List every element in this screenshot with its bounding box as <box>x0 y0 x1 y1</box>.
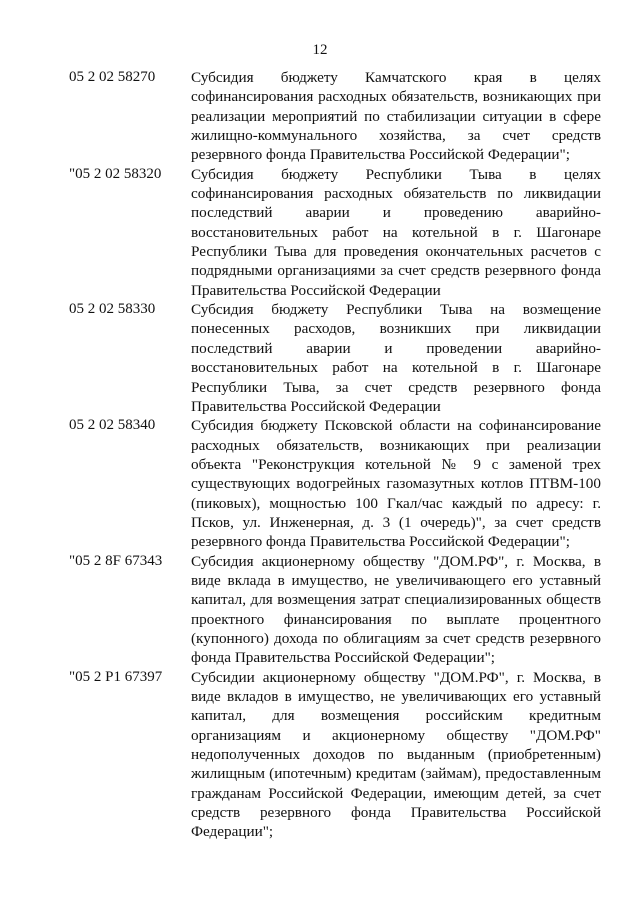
budget-description: Субсидия бюджету Республики Тыва на возмещение понесенных расходов, возникших при ликвидации последствий аварии и проведении аварийно-восстановительных работ на котельной в г. Шагонаре Республики Тыва, за счет средств резервного фонда Правительства Российской Федерации <box>191 301 601 415</box>
budget-description: Субсидия бюджету Камчатского края в целях софинансирования расходных обязательств, возникающих при реализации мероприятий по стабилизации ситуации в сфере жилищно-коммунального хозяйства, за счет средств резервного фонда Правительства Российской Федерации"; <box>191 69 601 164</box>
budget-description: Субсидия акционерному обществу "ДОМ.РФ", г. Москва, в виде вклада в имущество, не увеличивающего его уставный капитал, для возмещения затрат специализированных обществ проектного финансирования по выплате процентного (купонного) дохода по облигациям за счет средств резервного фонда Правительства Российской Федерации"; <box>191 552 601 667</box>
budget-description: Субсидии акционерному обществу "ДОМ.РФ", г. Москва, в виде вкладов в имущество, не увеличивающих его уставный капитал, для возмещения российским кредитным организациям и акционерному обществу "ДОМ.РФ" недополученных доходов по выданным (приобретенным) жилищным (ипотечным) кредитам (займам), предоставленным гражданам Российской Федерации, имеющим детей, за счет средств резервного фонда Правительства Российской Федерации"; <box>191 668 601 841</box>
page-number: 12 <box>312 42 328 58</box>
budget-entry <box>0 416 640 551</box>
budget-code: 05 2 02 58330 <box>69 301 156 318</box>
budget-classification-list <box>0 68 640 842</box>
budget-code: "05 2 8F 67343 <box>69 552 163 569</box>
budget-entry <box>0 165 640 300</box>
budget-description: Субсидия бюджету Республики Тыва в целях софинансирования расходных обязательств по ликвидации последствий аварии и проведению аварийно-восстановительных работ на котельной в г. Шагонаре Республики Тыва для проведения окончательных расчетов с подрядными организациями за счет средств резервного фонда Правительства Российской Федерации <box>191 165 601 299</box>
budget-description: Субсидия бюджету Псковской области на софинансирование расходных обязательств, возникающих при реализации объекта "Реконструкция котельной № 9 с заменой трех существующих водогрейных газомазутных котлов ПТВМ-100 (пиковых), мощностью 100 Гкал/час каждый по адресу: г. Псков, ул. Инженерная, д. 3 (1 очередь)", за счет средств резервного фонда Правительства Российской Федерации"; <box>191 417 601 551</box>
budget-entry <box>0 552 640 668</box>
budget-entry <box>0 300 640 416</box>
budget-entry <box>0 668 640 842</box>
budget-code: "05 2 02 58320 <box>69 165 162 182</box>
budget-entry <box>0 68 640 165</box>
budget-code: 05 2 02 58270 <box>69 69 156 85</box>
budget-code: "05 2 P1 67397 <box>69 668 163 685</box>
budget-code: 05 2 02 58340 <box>69 417 156 434</box>
